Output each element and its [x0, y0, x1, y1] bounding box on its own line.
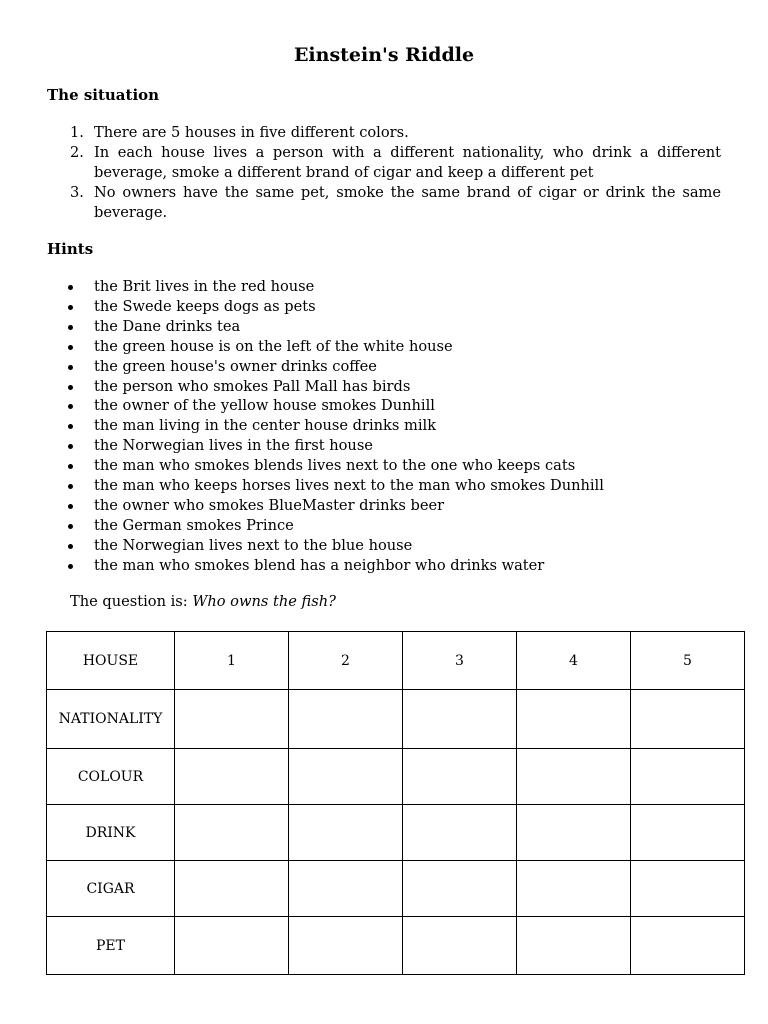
hint-item — [0, 456, 768, 476]
grid-cell — [517, 917, 631, 975]
situation-item-number: 1. — [70, 124, 84, 141]
grid-cell — [175, 690, 289, 749]
hint-item — [0, 476, 768, 496]
grid-column-header: 5 — [631, 632, 745, 690]
grid-column-header: 4 — [517, 632, 631, 690]
grid-cell — [289, 805, 403, 861]
hint-item — [0, 496, 768, 516]
bullet-icon — [68, 524, 73, 529]
bullet-icon — [68, 404, 73, 409]
grid-header-label: HOUSE — [47, 632, 175, 690]
bullet-icon — [68, 385, 73, 390]
question-prefix: The question is: — [70, 593, 193, 610]
hint-item — [0, 277, 768, 297]
grid-row-label: NATIONALITY — [47, 690, 175, 749]
hint-item — [0, 377, 768, 397]
bullet-icon — [68, 345, 73, 350]
grid-row — [47, 690, 745, 749]
grid-cell — [631, 861, 745, 917]
hint-text: the green house is on the left of the white house — [94, 337, 453, 355]
hints-list — [0, 277, 768, 576]
bullet-icon — [68, 325, 73, 330]
solution-grid — [46, 631, 745, 975]
hint-text: the Norwegian lives in the first house — [94, 437, 373, 455]
hint-item — [0, 317, 768, 337]
hint-item — [0, 337, 768, 357]
hint-text: the man living in the center house drinks milk — [94, 417, 437, 435]
grid-cell — [517, 805, 631, 861]
hint-text: the man who keeps horses lives next to the man who smokes Dunhill — [94, 477, 604, 495]
question-line — [70, 593, 336, 610]
situation-item-text: There are 5 houses in five different colors. — [94, 124, 409, 141]
grid-header-row — [47, 632, 745, 690]
hint-text: the Dane drinks tea — [94, 317, 241, 335]
hint-item — [0, 556, 768, 576]
grid-cell — [631, 917, 745, 975]
hint-item — [0, 297, 768, 317]
bullet-icon — [68, 285, 73, 290]
grid-cell — [175, 917, 289, 975]
hint-text: the person who smokes Pall Mall has birds — [94, 377, 411, 395]
grid-cell — [289, 917, 403, 975]
grid-column-header: 1 — [175, 632, 289, 690]
situation-item — [0, 123, 721, 143]
grid-cell — [631, 690, 745, 749]
grid-cell — [517, 749, 631, 805]
grid-cell — [403, 690, 517, 749]
hint-text: the green house's owner drinks coffee — [94, 357, 377, 375]
grid-cell — [517, 690, 631, 749]
grid-cell — [289, 749, 403, 805]
hint-item — [0, 396, 768, 416]
grid-cell — [631, 805, 745, 861]
hint-text: the man who smokes blends lives next to the one who keeps cats — [94, 457, 576, 475]
hint-text: the Swede keeps dogs as pets — [94, 297, 316, 315]
hints-heading: Hints — [47, 240, 94, 258]
grid-cell — [403, 861, 517, 917]
grid-row — [47, 917, 745, 975]
bullet-icon — [68, 564, 73, 569]
situation-item-text: No owners have the same pet, smoke the same brand of cigar or drink the same beverage. — [94, 184, 721, 221]
grid-row-label: COLOUR — [47, 749, 175, 805]
grid-row-label: PET — [47, 917, 175, 975]
situation-item-number: 3. — [70, 184, 84, 201]
bullet-icon — [68, 484, 73, 489]
page-title: Einstein's Riddle — [293, 44, 475, 66]
hint-text: the German smokes Prince — [94, 516, 294, 534]
grid-row — [47, 805, 745, 861]
hint-item — [0, 416, 768, 436]
hint-item — [0, 516, 768, 536]
situation-item — [0, 183, 721, 223]
situation-heading: The situation — [47, 86, 160, 104]
bullet-icon — [68, 544, 73, 549]
grid-column-header: 2 — [289, 632, 403, 690]
hint-item — [0, 436, 768, 456]
grid-cell — [403, 805, 517, 861]
hint-item — [0, 536, 768, 556]
grid-row-label: DRINK — [47, 805, 175, 861]
question-text: Who owns the fish? — [192, 593, 336, 610]
grid-cell — [403, 917, 517, 975]
grid-column-header: 3 — [403, 632, 517, 690]
bullet-icon — [68, 305, 73, 310]
hint-text: the owner who smokes BlueMaster drinks beer — [94, 496, 445, 514]
grid-cell — [403, 749, 517, 805]
situation-item-text: In each house lives a person with a different nationality, who drink a different beverage, smoke a different brand of cigar and keep a different pet — [94, 144, 721, 181]
hint-item — [0, 357, 768, 377]
hint-text: the Brit lives in the red house — [94, 278, 315, 295]
hint-text: the Norwegian lives next to the blue house — [94, 536, 413, 554]
grid-cell — [175, 749, 289, 805]
hint-text: the owner of the yellow house smokes Dunhill — [94, 397, 435, 415]
bullet-icon — [68, 424, 73, 429]
bullet-icon — [68, 365, 73, 370]
bullet-icon — [68, 504, 73, 509]
grid-row-label: CIGAR — [47, 861, 175, 917]
grid-cell — [517, 861, 631, 917]
bullet-icon — [68, 464, 73, 469]
situation-list — [0, 123, 768, 223]
grid-cell — [289, 690, 403, 749]
grid-cell — [175, 805, 289, 861]
situation-item — [0, 143, 721, 183]
bullet-icon — [68, 444, 73, 449]
situation-item-number: 2. — [70, 144, 84, 161]
grid-cell — [289, 861, 403, 917]
hint-text: the man who smokes blend has a neighbor who drinks water — [94, 556, 545, 574]
grid-cell — [631, 749, 745, 805]
grid-row — [47, 861, 745, 917]
grid-cell — [175, 861, 289, 917]
grid-row — [47, 749, 745, 805]
